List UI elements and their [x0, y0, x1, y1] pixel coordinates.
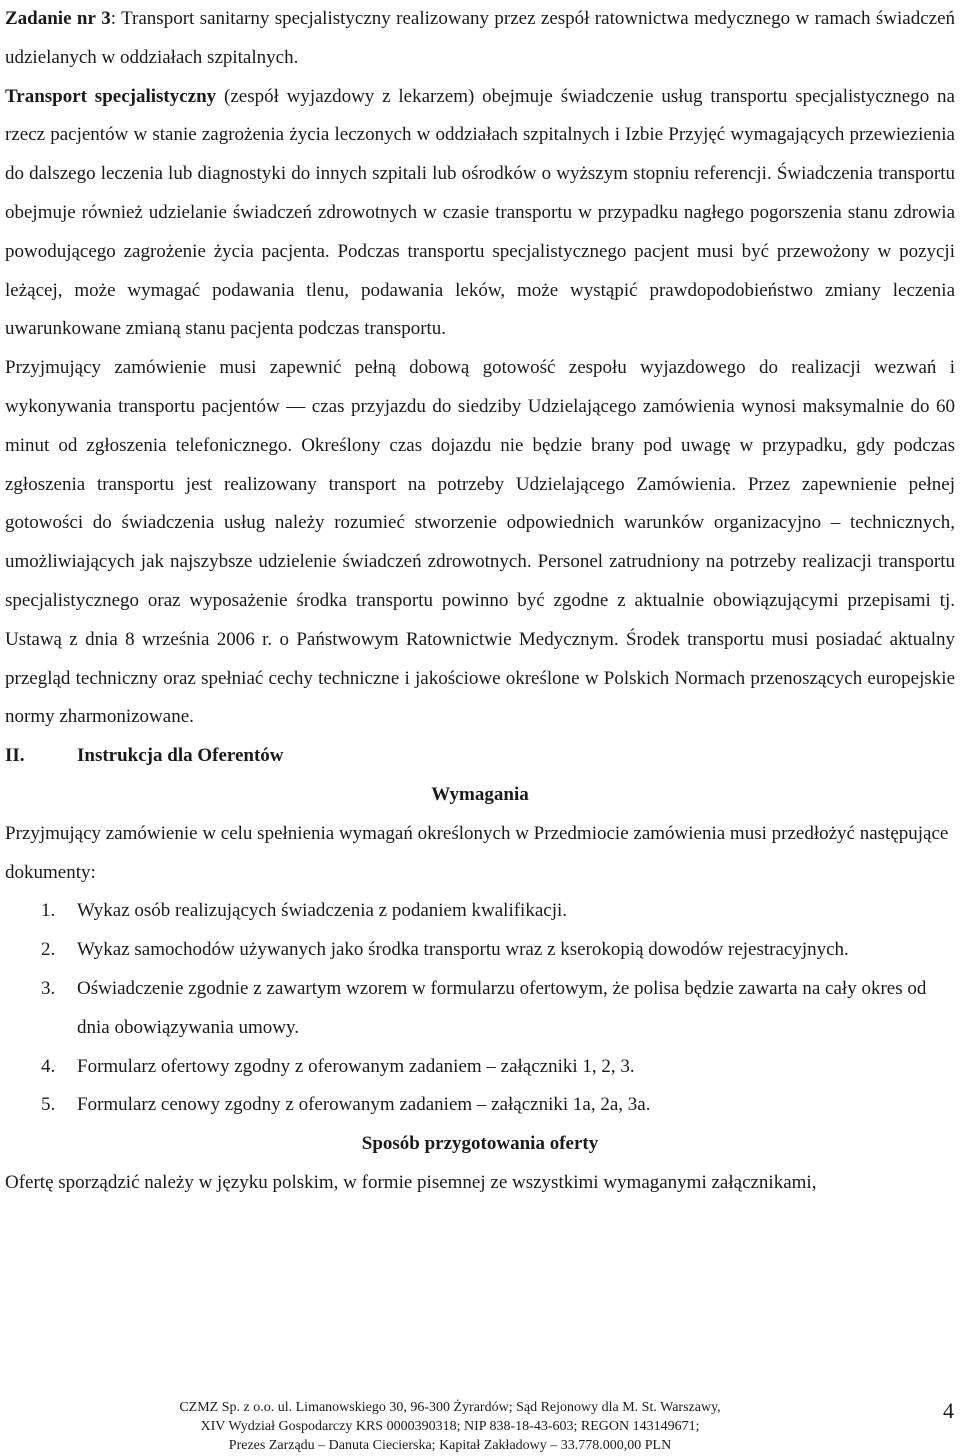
list-item-text: Wykaz samochodów używanych jako środka transportu wraz z kserokopią dowodów rejestracyjnych.	[77, 939, 849, 961]
document-body	[5, 0, 955, 1203]
offer-preparation-text: Ofertę sporządzić należy w języku polskim, w formie pisemnej ze wszystkimi wymaganymi załącznikami,	[5, 1171, 817, 1193]
list-item-number: 3.	[41, 977, 56, 999]
section-heading	[5, 737, 955, 776]
list-item-number: 5.	[41, 1094, 56, 1116]
list-item	[5, 1086, 955, 1125]
transport-lead: Transport specjalistyczny	[5, 85, 217, 107]
task-number: 3	[101, 8, 111, 29]
list-item-text: Oświadczenie zgodnie z zawartym wzorem w formularzu ofertowym, że polisa będzie zawarta na cały okres od dnia obowiązywania umowy.	[77, 977, 927, 1038]
offer-preparation-heading: Sposób przygotowania oferty	[361, 1133, 599, 1155]
list-item	[5, 892, 955, 931]
list-item-text: Wykaz osób realizujących świadczenia z podaniem kwalifikacji.	[77, 900, 568, 922]
section-title: Instrukcja dla Oferentów	[77, 745, 284, 767]
list-item-number: 1.	[41, 900, 56, 922]
section-number: II.	[5, 745, 25, 767]
list-item-text: Formularz ofertowy zgodny z oferowanym zadaniem – załączniki 1, 2, 3.	[77, 1055, 635, 1077]
footer-line: Prezes Zarządu – Danuta Ciecierska; Kapitał Zakładowy – 33.778.000,00 PLN	[228, 1438, 672, 1453]
footer-line: XIV Wydział Gospodarczy KRS 0000390318; NIP 838-18-43-603; REGON 143149671;	[200, 1419, 700, 1434]
readiness-paragraph: Przyjmujący zamówienie musi zapewnić pełną dobową gotowość zespołu wyjazdowego do realizacji wezwań i wykonywania transportu pacjentów — czas przyjazdu do siedziby Udzielającego zamówienia wynosi maksymalnie do 60 minut od zgłoszenia telefonicznego. Określony czas dojazdu nie będzie brany pod uwagę w przypadku, gdy podczas zgłoszenia transportu jest realizowany transport na potrzeby Udzielającego Zamówienia. Przez zapewnienie pełnej gotowości do świadczenia usług należy rozumieć stworzenie odpowiednich warunków organizacyjno – technicznych, umożliwiających jak najszybsze udzielenie świadczeń zdrowotnych. Personel zatrudniony na potrzeby realizacji transportu specjalistycznego oraz wyposażenie środka transportu powinno być zgodne z aktualnie obowiązującymi przepisami tj. Ustawą z dnia 8 września 2006 r. o Państwowym Ratownictwie Medycznym. Środek transportu musi posiadać aktualny przegląd techniczny oraz spełniać cechy techniczne i jakościowe określone w Polskich Normach przenoszących europejskie normy zharmonizowane.	[5, 357, 955, 728]
requirements-intro: Przyjmujący zamówienie w celu spełnienia wymagań określonych w Przedmiocie zamówienia musi przedłożyć następujące dokumenty:	[5, 822, 949, 883]
task-title: : Transport sanitarny specjalistyczny realizowany przez zespół ratownictwa medycznego w ramach świadczeń udzielanych w oddziałach szpitalnych.	[5, 8, 955, 68]
transport-paragraph	[5, 78, 955, 350]
transport-text: (zespół wyjazdowy z lekarzem) obejmuje świadczenie usług transportu specjalistycznego na rzecz pacjentów w stanie zagrożenia życia leczonych w oddziałach szpitalnych i Izbie Przyjęć wymagających przewiezienia do dalszego leczenia lub diagnostyki do innych szpitali lub ośrodków o wyższym stopniu referencji. Świadczenia transportu obejmuje również udzielanie świadczeń zdrowotnych w czasie transportu w przypadku nagłego pogorszenia stanu zdrowia powodującego zagrożenie życia pacjenta. Podczas transportu specjalistycznego pacjent musi być przewożony w pozycji leżącej, może wymagać podawania tlenu, podawania leków, może wystąpić prawdopodobieństwo zmiany leczenia uwarunkowane zmianą stanu pacjenta podczas transportu.	[5, 85, 955, 340]
list-item-text: Formularz cenowy zgodny z oferowanym zadaniem – załączniki 1a, 2a, 3a.	[77, 1094, 651, 1116]
requirements-heading: Wymagania	[431, 783, 529, 805]
list-item	[5, 970, 955, 1048]
list-item	[5, 1048, 955, 1087]
list-item	[5, 931, 955, 970]
list-item-number: 4.	[41, 1055, 56, 1077]
page-footer	[0, 1398, 900, 1455]
list-item-number: 2.	[41, 939, 56, 961]
task-paragraph	[5, 0, 955, 78]
requirements-list	[5, 892, 955, 1125]
footer-line: CZMZ Sp. z o.o. ul. Limanowskiego 30, 96-300 Żyrardów; Sąd Rejonowy dla M. St. Warszawy,	[179, 1400, 721, 1415]
page-number: 4	[943, 1398, 954, 1423]
task-label: Zadanie nr	[5, 8, 96, 29]
